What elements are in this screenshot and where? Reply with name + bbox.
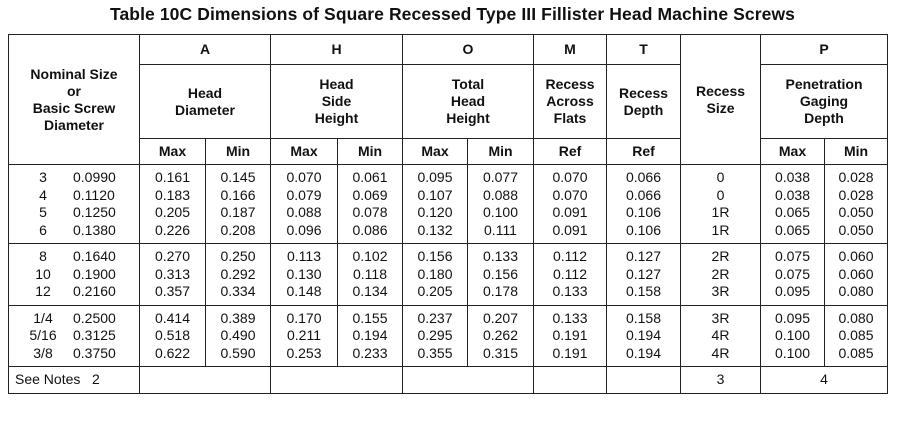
nominal-size-number: 3/8 — [33, 344, 53, 361]
cell-value: 0.050 — [838, 221, 874, 238]
cell-value: 0.070 — [286, 169, 322, 185]
cell-value: 0.183 — [154, 186, 191, 203]
nominal-size-number: 4 — [39, 186, 47, 203]
table-title: Table 10C Dimensions of Square Recessed Type III Fillister Head Machine Screws — [109, 4, 796, 24]
recess-size-note-cell: 3 — [681, 367, 761, 394]
recess-depth-cell — [607, 244, 681, 306]
cell-value: 0.133 — [552, 283, 588, 299]
cell-value: 0.120 — [417, 204, 453, 220]
penetration-max-cell — [761, 165, 825, 244]
recess-size-header: Recess Size — [681, 35, 761, 165]
head-diameter-max-cell — [140, 244, 206, 306]
cell-value: 0.065 — [774, 204, 811, 220]
cell-value: 0.088 — [482, 186, 519, 203]
cell-value: 0.130 — [286, 265, 322, 282]
cell-value: 0.194 — [625, 327, 662, 343]
cell-value: 0.127 — [625, 248, 662, 264]
cell-value: 0.178 — [482, 283, 519, 299]
size-group-row — [9, 244, 888, 306]
sub-header-min: Min — [206, 139, 271, 165]
cell-value: 0.066 — [625, 169, 662, 185]
cell-value: 0.170 — [286, 309, 322, 326]
cell-value: 0.313 — [154, 265, 191, 282]
notes-row — [9, 367, 888, 394]
cell-value: 0.095 — [774, 283, 811, 299]
cell-value: 0.262 — [482, 327, 519, 343]
basic-screw-diameter: 0.2160 — [73, 283, 116, 299]
head-side-height-max-cell — [271, 165, 338, 244]
cell-value: 0.107 — [417, 186, 453, 203]
cell-value: 0.091 — [552, 204, 588, 220]
cell-value: 0.205 — [417, 283, 453, 299]
header-M-letter: M — [534, 35, 607, 65]
cell-value: 0.156 — [417, 248, 453, 264]
nominal-size-line — [13, 266, 139, 284]
cell-value: 0.158 — [625, 283, 662, 299]
cell-value: 0.207 — [482, 309, 519, 326]
nominal-size-header: Nominal Size or Basic Screw Diameter — [9, 35, 140, 165]
cell-value: 0.226 — [154, 221, 191, 238]
header-T-letter: T — [607, 35, 681, 65]
sub-header-max: Max — [140, 139, 206, 165]
cell-value: 0.106 — [625, 204, 662, 220]
cell-value: 0.158 — [625, 309, 662, 326]
cell-value: 0.069 — [352, 186, 388, 203]
total-head-height-header: Total Head Height — [403, 65, 534, 139]
cell-value: 0.148 — [286, 283, 322, 299]
recess-across-flats-cell — [534, 244, 607, 306]
cell-value: 0.100 — [774, 327, 811, 343]
nominal-size-cell — [9, 165, 140, 244]
total-head-height-max-cell — [403, 165, 468, 244]
sub-header-min: Min — [825, 139, 888, 165]
head-side-height-max-cell — [271, 244, 338, 306]
cell-value: 0.127 — [625, 265, 662, 282]
total-head-height-min-cell — [468, 305, 534, 367]
empty-note-cell — [271, 367, 403, 394]
cell-value: 0.065 — [774, 221, 811, 238]
cell-value: 0.070 — [552, 186, 588, 203]
cell-value: 4R — [711, 344, 730, 361]
nominal-size-number: 10 — [35, 265, 51, 282]
cell-value: 0.060 — [838, 248, 874, 264]
cell-value: 0.085 — [838, 344, 874, 361]
empty-note-cell — [534, 367, 607, 394]
cell-value: 0.133 — [552, 309, 588, 326]
cell-value: 0.132 — [417, 221, 453, 238]
cell-value: 0 — [716, 169, 725, 185]
cell-value: 0.191 — [552, 344, 588, 361]
cell-value: 0.078 — [352, 204, 388, 220]
cell-value: 0.086 — [352, 221, 388, 238]
cell-value: 0.355 — [417, 344, 453, 361]
penetration-min-cell — [825, 165, 888, 244]
penetration-min-cell — [825, 244, 888, 306]
nominal-size-number: 5 — [39, 204, 47, 220]
nominal-size-line — [13, 169, 139, 187]
size-group-row — [9, 305, 888, 367]
cell-value: 0.414 — [154, 309, 191, 326]
nominal-size-number: 8 — [39, 248, 47, 264]
cell-value: 0.187 — [220, 204, 256, 220]
cell-value: 0.253 — [286, 344, 322, 361]
nominal-size-line — [13, 204, 139, 222]
cell-value: 0.100 — [482, 204, 519, 220]
cell-value: 0.113 — [287, 248, 321, 264]
cell-value: 0.194 — [352, 327, 388, 343]
head-diameter-max-cell — [140, 305, 206, 367]
total-head-height-min-cell — [468, 244, 534, 306]
cell-value: 0.080 — [838, 283, 874, 299]
cell-value: 0.070 — [552, 169, 588, 185]
total-head-height-max-cell — [403, 244, 468, 306]
cell-value: 3R — [711, 283, 730, 299]
recess-size-cell — [681, 305, 761, 367]
size-group-row — [9, 165, 888, 244]
empty-note-cell — [607, 367, 681, 394]
head-diameter-min-cell — [206, 165, 271, 244]
cell-value: 0.088 — [286, 204, 322, 220]
recess-across-flats-cell — [534, 165, 607, 244]
nominal-size-line — [13, 345, 139, 363]
basic-screw-diameter: 0.1640 — [73, 248, 116, 264]
cell-value: 0.091 — [552, 221, 588, 238]
recess-depth-cell — [607, 165, 681, 244]
cell-value: 0.112 — [553, 265, 587, 282]
cell-value: 4R — [711, 327, 730, 343]
cell-value: 0.118 — [353, 265, 387, 282]
recess-size-cell — [681, 165, 761, 244]
cell-value: 1R — [711, 221, 730, 238]
cell-value: 0.590 — [220, 344, 256, 361]
sub-header-max: Max — [761, 139, 825, 165]
basic-screw-diameter: 0.3125 — [73, 327, 116, 343]
nominal-size-number: 1/4 — [33, 309, 53, 326]
penetration-gaging-depth-header: Penetration Gaging Depth — [761, 65, 888, 139]
cell-value: 0.096 — [286, 221, 322, 238]
header-A-letter: A — [140, 35, 271, 65]
basic-screw-diameter: 0.3750 — [73, 344, 116, 361]
cell-value: 0.100 — [774, 344, 811, 361]
nominal-size-line — [13, 283, 139, 301]
cell-value: 0.292 — [220, 265, 256, 282]
cell-value: 0.028 — [838, 169, 874, 185]
head-side-height-max-cell — [271, 305, 338, 367]
basic-screw-diameter: 0.2500 — [73, 309, 116, 326]
see-notes-cell — [9, 367, 140, 394]
cell-value: 0 — [716, 186, 725, 203]
cell-value: 0.622 — [154, 344, 191, 361]
basic-screw-diameter: 0.1900 — [73, 265, 116, 282]
cell-value: 0.038 — [774, 186, 811, 203]
penetration-max-cell — [761, 244, 825, 306]
nominal-size-line — [13, 327, 139, 345]
basic-screw-diameter: 0.1380 — [73, 221, 116, 238]
cell-value: 1R — [711, 204, 730, 220]
cell-value: 0.077 — [482, 169, 519, 185]
empty-note-cell — [403, 367, 534, 394]
penetration-max-cell — [761, 305, 825, 367]
cell-value: 0.295 — [417, 327, 453, 343]
sub-header-ref: Ref — [607, 139, 681, 165]
dimensions-table — [8, 34, 888, 394]
nominal-size-number: 12 — [35, 283, 51, 299]
basic-screw-diameter: 0.1120 — [73, 186, 115, 203]
cell-value: 0.389 — [220, 309, 256, 326]
cell-value: 0.060 — [838, 265, 874, 282]
sub-header-max: Max — [403, 139, 468, 165]
nominal-size-number: 3 — [39, 169, 47, 185]
cell-value: 0.490 — [220, 327, 256, 343]
cell-value: 0.180 — [417, 265, 453, 282]
cell-value: 3R — [711, 309, 730, 326]
nominal-size-number: 6 — [39, 221, 47, 238]
header-O-letter: O — [403, 35, 534, 65]
basic-screw-diameter: 0.0990 — [73, 169, 116, 185]
cell-value: 0.111 — [484, 221, 517, 238]
cell-value: 0.211 — [287, 327, 321, 343]
cell-value: 0.061 — [352, 169, 388, 185]
total-head-height-max-cell — [403, 305, 468, 367]
sub-header-min: Min — [338, 139, 403, 165]
cell-value: 0.208 — [220, 221, 256, 238]
see-notes-label: See Notes — [15, 371, 81, 388]
cell-value: 0.250 — [220, 248, 256, 264]
cell-value: 0.155 — [352, 309, 388, 326]
cell-value: 0.075 — [774, 265, 811, 282]
sub-header-min: Min — [468, 139, 534, 165]
recess-across-flats-cell — [534, 305, 607, 367]
cell-value: 0.095 — [417, 169, 453, 185]
cell-value: 0.028 — [838, 186, 874, 203]
sub-header-ref: Ref — [534, 139, 607, 165]
cell-value: 0.145 — [220, 169, 256, 185]
nominal-size-cell — [9, 305, 140, 367]
header-P-letter: P — [761, 35, 888, 65]
cell-value: 0.315 — [482, 344, 519, 361]
cell-value: 0.357 — [154, 283, 191, 299]
cell-value: 0.191 — [552, 327, 588, 343]
cell-value: 0.334 — [220, 283, 256, 299]
head-diameter-min-cell — [206, 244, 271, 306]
cell-value: 0.038 — [774, 169, 811, 185]
cell-value: 0.166 — [220, 186, 256, 203]
cell-value: 0.205 — [154, 204, 191, 220]
nominal-note-ref: 2 — [92, 371, 100, 388]
cell-value: 0.233 — [352, 344, 388, 361]
total-head-height-min-cell — [468, 165, 534, 244]
cell-value: 0.066 — [625, 186, 662, 203]
basic-screw-diameter: 0.1250 — [73, 204, 116, 220]
head-side-height-min-cell — [338, 305, 403, 367]
cell-value: 0.106 — [625, 221, 662, 238]
recess-size-cell — [681, 244, 761, 306]
cell-value: 0.080 — [838, 309, 874, 326]
head-side-height-min-cell — [338, 244, 403, 306]
cell-value: 0.095 — [774, 309, 811, 326]
nominal-size-cell — [9, 244, 140, 306]
cell-value: 0.085 — [838, 327, 874, 343]
cell-value: 0.194 — [625, 344, 662, 361]
cell-value: 0.075 — [774, 248, 811, 264]
header-letter-row — [9, 35, 888, 65]
head-diameter-min-cell — [206, 305, 271, 367]
cell-value: 0.156 — [482, 265, 519, 282]
head-diameter-header: Head Diameter — [140, 65, 271, 139]
cell-value: 0.112 — [553, 248, 587, 264]
penetration-min-cell — [825, 305, 888, 367]
nominal-size-line — [13, 248, 139, 266]
recess-across-flats-header: Recess Across Flats — [534, 65, 607, 139]
nominal-size-line — [13, 310, 139, 328]
recess-depth-cell — [607, 305, 681, 367]
cell-value: 0.050 — [838, 204, 874, 220]
cell-value: 0.237 — [417, 309, 453, 326]
cell-value: 2R — [711, 248, 730, 264]
header-H-letter: H — [271, 35, 403, 65]
cell-value: 0.102 — [352, 248, 388, 264]
cell-value: 0.133 — [482, 248, 519, 264]
cell-value: 0.079 — [286, 186, 322, 203]
nominal-size-line — [13, 187, 139, 205]
head-side-height-header: Head Side Height — [271, 65, 403, 139]
cell-value: 0.161 — [154, 169, 191, 185]
cell-value: 2R — [711, 265, 730, 282]
cell-value: 0.270 — [154, 248, 191, 264]
sub-header-max: Max — [271, 139, 338, 165]
recess-depth-header: Recess Depth — [607, 65, 681, 139]
nominal-size-line — [13, 222, 139, 240]
cell-value: 0.518 — [154, 327, 191, 343]
head-diameter-max-cell — [140, 165, 206, 244]
head-side-height-min-cell — [338, 165, 403, 244]
empty-note-cell — [140, 367, 271, 394]
penetration-note-cell: 4 — [761, 367, 888, 394]
cell-value: 0.134 — [352, 283, 388, 299]
nominal-size-number: 5/16 — [29, 327, 57, 343]
